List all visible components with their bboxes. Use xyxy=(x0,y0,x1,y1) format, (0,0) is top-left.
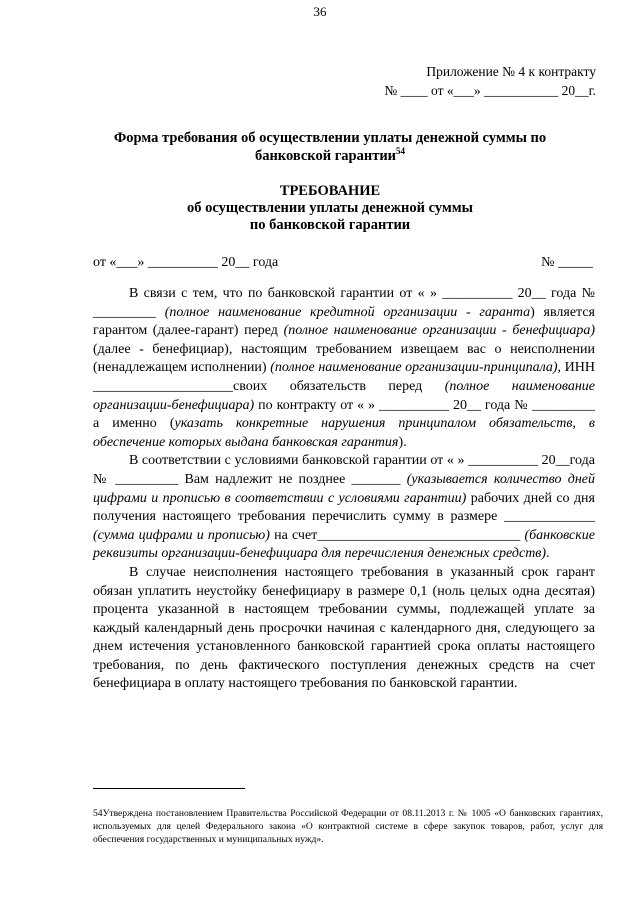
demand-title-heading: ТРЕБОВАНИЕ xyxy=(279,183,381,199)
paragraph-1 xyxy=(93,285,595,452)
demand-title-line-2: об осуществлении уплаты денежной суммы xyxy=(187,200,473,216)
p1-text-6: ). xyxy=(398,434,407,450)
p2-italic-1: (указывается количество дней цифрами и прописью в соответствии с условиями гарантии) xyxy=(93,471,595,506)
p1-italic-2: (полное наименование организации - бенефициара) xyxy=(283,323,595,339)
annex-line-1: Приложение № 4 к контракту xyxy=(426,64,596,79)
p1-text-2: ) является гарантом (далее-гарант) перед xyxy=(93,304,595,339)
p1-text-4: ИНН ____________________своих обязательств перед xyxy=(93,360,595,394)
demand-title-line-3: по банковской гарантии xyxy=(249,217,411,233)
form-title xyxy=(80,129,580,165)
p2-text-3: на счет_____________________________ xyxy=(269,527,525,543)
form-title-line-1: Форма требования об осуществлении уплаты денежной суммы по xyxy=(113,130,547,146)
paragraph-3: В случае неисполнения настоящего требования в указанный срок гарант обязан уплатить неустойку бенефициару в размере 0,1 (ноль целых одна десятая) процента указанной в настоящем требовании суммы, подлежащей уплате за каждый календарный день просрочки начиная с календарного дня, следующего за днем истечения установленного банковской гарантией срока оплаты настоящего требования, по день фактического поступления денежных средств на счет бенефициара в оплату настоящего требования по банковской гарантии. xyxy=(93,564,595,692)
demand-date: от «___» __________ 20__ года xyxy=(93,255,279,270)
demand-title xyxy=(80,183,580,234)
p2-text-1: В соответствии с условиями банковской гарантии от « » __________ 20__года № _________ Вам надлежит не позднее _______ xyxy=(93,453,595,487)
p1-italic-5: указать конкретные нарушения принципалом обязательств, в обеспечение которых выдана банковская гарантия xyxy=(93,416,595,450)
footnote-mark: 54 xyxy=(396,146,406,157)
footnote: 54Утверждена постановлением Правительства Российской Федерации от 08.11.2013 г. № 1005 «О банковских гарантиях, используемых для целей Федерального закона «О контрактной системе в сфере закупок товаров, работ, услуг для обеспечения государственных и муниципальных нужд». xyxy=(93,808,603,845)
p2-italic-3: (банковские реквизиты организации-бенефициара для перечисления денежных средств) xyxy=(93,527,595,562)
p2-text-4: . xyxy=(546,546,550,562)
form-title-line-2: банковской гарантии xyxy=(254,148,397,164)
p1-text-1: В связи с тем, что по банковской гарантии от « » __________ 20__ года № _________ xyxy=(93,286,595,320)
p1-italic-4: (полное наименование организации-бенефициара) xyxy=(93,378,595,413)
demand-body xyxy=(93,285,595,694)
p1-italic-3: (полное наименование организации-принципала), xyxy=(270,360,562,376)
page-number: 36 xyxy=(313,4,327,19)
p1-italic-1: (полное наименование кредитной организации - гаранта xyxy=(164,304,531,320)
p2-italic-2: (сумма цифрами и прописью) xyxy=(93,527,270,543)
footnote-separator xyxy=(93,788,245,789)
p1-text-3: (далее - бенефициар), настоящим требованием извещаем вас о неисполнении (ненадлежащем исполнении) xyxy=(93,341,595,376)
p2-text-2: рабочих дней со дня получения настоящего требования перечислить сумму в размере _____________ xyxy=(93,490,595,525)
annex-reference xyxy=(384,62,596,100)
demand-number: № _____ xyxy=(541,255,593,270)
annex-line-2: № ____ от «___» ___________ 20__г. xyxy=(384,83,596,98)
p1-text-5: по контракту от « » __________ 20__ года № _________ а именно ( xyxy=(93,397,595,432)
paragraph-2 xyxy=(93,452,595,564)
